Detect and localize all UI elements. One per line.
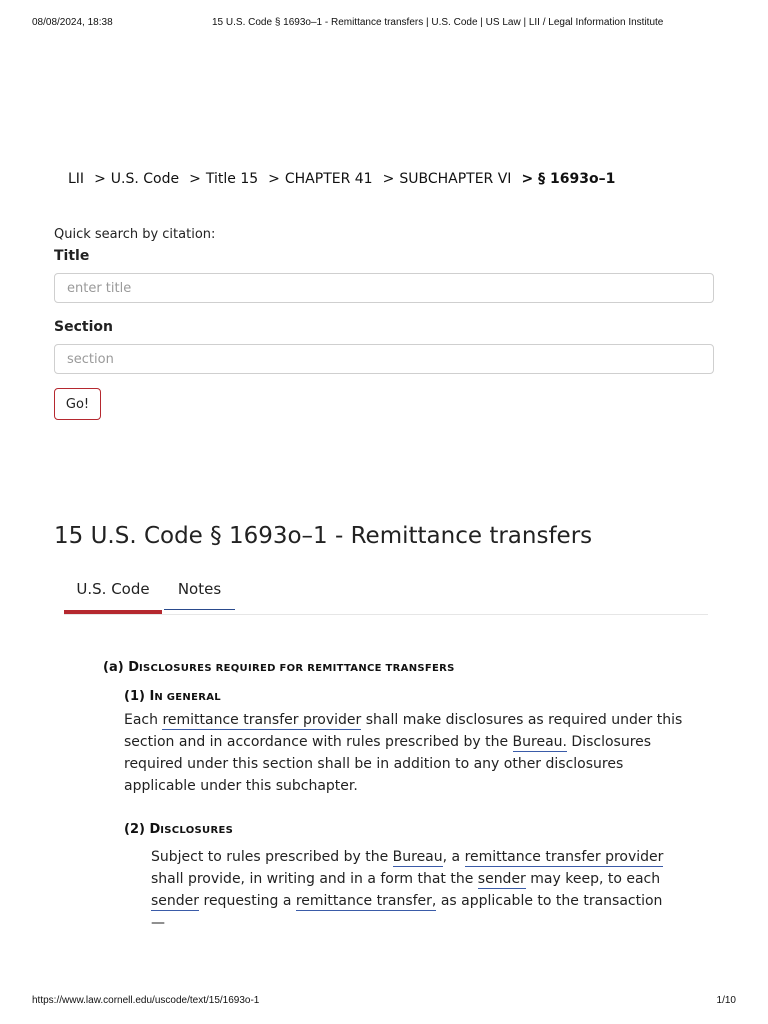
text-run: shall provide, in writing and in a form that the [151,871,478,887]
text-run: Subject to rules prescribed by the [151,849,393,865]
breadcrumb-title-15[interactable]: Title 15 [205,171,259,187]
term-link-bureau[interactable]: Bureau [392,849,443,865]
page-title: 15 U.S. Code § 1693o–1 - Remittance transfers [54,523,593,549]
subsection-a-heading-text: ISCLOSURES REQUIRED FOR REMITTANCE TRANSFERS [138,663,455,674]
text-run: may keep, to each [525,871,661,887]
breadcrumb [68,169,615,189]
print-header [0,17,768,31]
breadcrumb-us-code[interactable]: U.S. Code [110,171,180,187]
text-run: as applicable to the transaction— [151,893,663,931]
quick-search-label: Quick search by citation: [54,227,216,242]
term-link-bureau[interactable]: Bureau. [512,734,567,750]
term-link-sender[interactable]: sender [477,871,526,887]
subsection-a-heading-initial: D [128,660,139,675]
text-run: shall make disclosures as required under this section and in accordance with rules prescribed by the [124,712,683,750]
tab-bar [64,568,708,615]
breadcrumb-separator: > [382,171,395,187]
paragraph-2-number: (2) [124,822,145,837]
breadcrumb-separator: > [94,171,106,187]
paragraph-1-number: (1) [124,689,145,704]
paragraph-2-heading [124,822,233,837]
text-run: requesting a [199,893,296,909]
text-run: Disclosures required under this section shall be in addition to any other disclosures applicable under this subchapter. [124,734,652,794]
term-link-remittance-transfer-provider[interactable]: remittance transfer provider [464,849,664,865]
paragraph-1-text [124,709,684,797]
term-link-remittance-transfer-provider[interactable]: remittance transfer provider [162,712,362,728]
print-page-number: 1/10 [716,995,736,1006]
paragraph-2-heading-initial: D [149,822,161,837]
paragraph-1-heading-initial: I [149,689,155,704]
breadcrumb-subchapter-vi[interactable]: SUBCHAPTER VI [399,171,512,187]
print-footer [0,995,768,1009]
text-run: Each [124,712,163,728]
go-button[interactable]: Go! [54,388,101,420]
breadcrumb-chapter-41[interactable]: CHAPTER 41 [284,171,373,187]
breadcrumb-separator: > [268,171,280,187]
title-input[interactable] [54,273,714,303]
term-link-remittance-transfer[interactable]: remittance transfer, [295,893,437,909]
paragraph-2-text [151,846,671,934]
breadcrumb-separator: > [521,171,534,187]
text-run: , a [442,849,465,865]
tab-notes[interactable]: Notes [164,568,235,610]
subsection-a-heading [103,660,455,675]
term-link-sender[interactable]: sender [151,893,200,909]
breadcrumb-separator: > [189,171,201,187]
section-field-label: Section [54,319,113,335]
paragraph-1-heading-text: N GENERAL [154,692,221,703]
subsection-a-number: (a) [103,660,124,675]
tab-us-code[interactable]: U.S. Code [64,568,162,614]
print-url: https://www.law.cornell.edu/uscode/text/15/1693o-1 [32,995,260,1006]
section-input[interactable] [54,344,714,374]
print-document-title: 15 U.S. Code § 1693o–1 - Remittance transfers | U.S. Code | US Law | LII / Legal Information Institute [212,17,664,28]
title-field-label: Title [54,248,90,264]
paragraph-1-heading [124,689,221,704]
paragraph-2-heading-text: ISCLOSURES [160,825,234,836]
breadcrumb-current: § 1693o–1 [538,171,616,187]
breadcrumb-lii[interactable]: LII [68,171,85,187]
print-datetime: 08/08/2024, 18:38 [32,17,113,28]
